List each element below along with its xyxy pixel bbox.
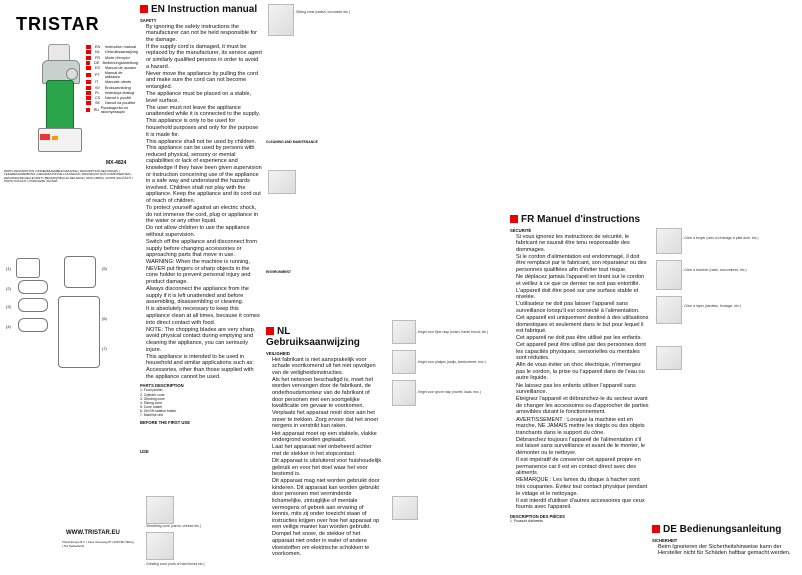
fr-grinding-photo	[656, 228, 682, 254]
fr-parts-heading: DESCRIPTION DES PIÈCES	[510, 513, 565, 519]
en-part-item: 3. Grinding cone	[140, 396, 165, 401]
language-item	[86, 71, 138, 79]
nl-shredding-photo	[392, 380, 416, 406]
fr-grinding-caption: - Cône à broyer (noix ou fromage à pâte dure, etc.)	[682, 236, 759, 240]
en-safety-item: • WARNING: When the machine is running, NEVER put fingers or sharp objects in the cone holder to prevent personal injury and product damage.	[146, 259, 262, 285]
fr-safety-heading: SÉCURITÉ	[510, 228, 532, 233]
language-marker	[86, 91, 91, 95]
fr-safety-item: • Il est interdit d'utiliser d'autres accessoires que ceux fournis avec l'appareil.	[516, 498, 650, 511]
language-item	[86, 96, 138, 100]
nl-safety-item: • Dit apparaat mag niet worden gebruikt door kinderen. Dit apparaat kan worden gebruikt door personen met verminderde lichamelijke, zintuiglijke of mentale vermogens of gebrek aan ervaring of kennis, mits zij onder toezicht staan of instructies krijgen over hoe het apparaat op een veilige manier kan worden gebruikt.	[272, 478, 382, 531]
de-title: DE Bedienungsanleitung	[652, 524, 798, 535]
slicing-caption: - Slicing cone (radish, cucumber etc.)	[294, 10, 350, 14]
en-safety-item: • Switch off the appliance and disconnect from supply before changing accessories or approaching parts that move in use.	[146, 239, 262, 259]
fr-safety-item: • Il est impératif de conserver cet appareil propre en permanence car il est en contact direct avec des aliments.	[516, 457, 650, 477]
language-item	[86, 66, 138, 70]
nl-slicing-photo	[392, 350, 416, 374]
en-before-heading: BEFORE THE FIRST USE	[140, 420, 191, 426]
fr-column	[510, 0, 650, 575]
en-shredding-caption: - Shredding cone (carrot, cheese etc.)	[144, 524, 201, 528]
language-marker	[86, 45, 91, 49]
language-item	[86, 50, 138, 54]
nl-safety-item: • Het fabrikant is niet aansprakelijk voor schade voortkomend uit het niet opvolgen van de veiligheidsinstructies.	[272, 357, 382, 377]
en-part-item: 6. On/Off rotation button	[140, 408, 177, 413]
language-item	[86, 106, 138, 114]
fr-safety-item: • Éteignez l'appareil et débranchez-le du secteur avant de changer les accessoires ou d'approcher de parties amovibles durant le fonctionnement.	[516, 396, 650, 416]
language-name: Bruksanvisning	[105, 85, 131, 90]
language-item	[86, 91, 138, 95]
en-env-heading: ENVIRONMENT	[266, 270, 292, 274]
language-code: SV	[95, 85, 101, 90]
language-item	[86, 101, 138, 105]
language-code: ES	[95, 65, 101, 70]
language-name: Manual de usuario	[105, 65, 137, 70]
footer-address: Tristar Europe B.V. | Jules Verneweg 87 | 5015 BH Tilburg | The Netherlands	[62, 540, 134, 549]
language-code: NL	[95, 50, 100, 55]
nl-title: NL Gebruiksaanwijzing	[266, 326, 360, 348]
en-part-item: 4. Slicing cone	[140, 400, 163, 405]
product-image	[38, 44, 82, 154]
fr-title: FR Manuel d'instructions	[510, 214, 650, 225]
language-marker	[86, 86, 91, 90]
en-grinding-caption: - Grinding cone (nuts or hard bread etc.)	[144, 562, 205, 566]
language-code: FR	[95, 55, 101, 60]
language-marker	[86, 66, 91, 70]
en-safety-item: • To protect yourself against an electric shock, do not immerse the cord, plug or appliance in the water or any other liquid.	[146, 205, 262, 225]
nl-safety-item: • Het apparaat moet op een stabiele, vlakke ondergrond worden geplaatst.	[272, 431, 382, 444]
de-section	[652, 520, 798, 557]
language-name: Gebruiksaanwijzing	[105, 50, 138, 55]
language-name: Manual de utilizador	[104, 71, 123, 80]
language-list	[86, 44, 138, 115]
language-code: DE	[94, 60, 100, 65]
language-name: Bedienungsanleitung	[102, 60, 138, 65]
en-use-heading: USE	[140, 449, 149, 455]
language-marker	[86, 108, 90, 112]
en-nl-column	[264, 0, 384, 575]
de-safety-item: • Beim Ignorieren der Sicherheitshinweise kann der Hersteller nicht für Schäden haftbar gemacht werden.	[658, 544, 798, 557]
language-marker	[86, 80, 91, 84]
fr-slicing-caption: - Cône à râper (carottes, fromage, etc.)	[682, 304, 741, 308]
language-code: CS	[95, 95, 101, 100]
nl-safety-item: • Dit apparaat is uitsluitend voor huishoudelijk gebruik en voor het doel waar het voor bestemd is.	[272, 458, 382, 478]
language-item	[86, 80, 138, 84]
nl-column	[386, 0, 508, 575]
language-code: RU	[93, 108, 100, 113]
language-marker	[86, 50, 91, 54]
model-number: MX-4824	[106, 160, 127, 166]
en-safety-item: • By ignoring the safety instructions the manufacturer can not be held responsible for the damage.	[146, 24, 262, 44]
en-safety-item: • Always disconnect the appliance from the supply if it is left unattended and before assembling, disassembling or cleaning.	[146, 286, 262, 306]
en-safety-item: • If the supply cord is damaged, it must be replaced by the manufacturer, its service agent or similarly qualified persons in order to avoid a hazard.	[146, 44, 262, 70]
nl-slicing-caption: - Kegel voor plakjes (radijs, komkommer, enz.)	[416, 360, 486, 364]
en-column	[140, 0, 262, 575]
language-name: Mode d'emploi	[105, 55, 130, 60]
fr-cleaning-photo	[656, 346, 682, 370]
en-safety-item: • This appliance is intended to be used in household and similar applications such as:	[146, 354, 262, 367]
nl-safety-item: • Laat het apparaat niet onbeheerd achter met de stekker in het stopcontact.	[272, 444, 382, 457]
en-part-item: 1. Food pusher	[140, 388, 163, 393]
nl-cleaning-photo	[392, 496, 418, 520]
fr-safety-item: • Si vous ignorez les instructions de sécurité, le fabricant ne saurait être tenu responsable des dommages.	[516, 234, 650, 254]
en-safety-item: • NOTE: The chopping blades are very sharp, avoid physical contact during emptying and cleaning the appliance, you can seriously injure.	[146, 327, 262, 353]
fr-safety-item: • Afin de vous éviter un choc électrique, n'immergez pas le cordon, la prise ou l'appareil dans de l'eau ou autre liquide.	[516, 362, 650, 382]
language-name: Instrukcja obsługi	[105, 90, 135, 95]
brand-logo: TRISTAR	[16, 14, 100, 34]
fr-slicing-photo	[656, 296, 682, 324]
language-item	[86, 45, 138, 49]
en-safety-item: • It is absolutely necessary to keep this appliance clean at all times, because it comes into direct contact with food.	[146, 306, 262, 326]
nl-grinding-caption: - Kegel voor fijne rasp (noten, harde brood, etc.)	[416, 330, 489, 334]
language-item	[86, 61, 138, 65]
fr-parts-first: 1. Poussoir d'aliments	[510, 518, 544, 523]
language-code: IT	[95, 80, 99, 85]
language-marker	[86, 56, 91, 60]
de-safety-list	[652, 544, 798, 557]
fr-shredding-caption: - Cône à trancher (radis, concombres, etc.)	[682, 268, 747, 272]
language-name: Руководство по эксплуатации	[100, 106, 129, 115]
fr-safety-item: • Cet appareil ne doit pas être utilisé par les enfants. Cet appareil peut être utilisé par des personnes dont les capacités physiques, sensorielles ou mentales sont réduites.	[516, 335, 650, 361]
nl-safety-item: • Als het netsnoer beschadigd is, moet het worden vervangen door de fabrikant, de onderhoudsmonteur van de fabrikant of door personen met een soortgelijke kwalificatie om gevaar te voorkomen.	[272, 377, 382, 410]
language-item	[86, 56, 138, 60]
en-safety-item: • This appliance shall not be used by children. This appliance can be used by persons with reduced physical, sensory or mental capabilities or lack of experience and knowledge if they have been given supervision or instruction concerning use of the appliance in a safe way and understand the hazards involved. Children shall not play with the appliance. Keep the appliance and its cord out of reach of children.	[146, 139, 262, 205]
en-part-item: 7. Machine unit	[140, 413, 163, 418]
cleaning-photo	[268, 170, 296, 194]
en-grinding-photo	[146, 532, 174, 560]
en-safety-heading: SAFETY	[140, 18, 157, 23]
en-safety-item: • Never move the appliance by pulling the cord and make sure the cord can not become entangled.	[146, 71, 262, 91]
language-marker	[86, 61, 90, 65]
nl-section	[266, 322, 382, 558]
fr-safety-list	[510, 234, 650, 511]
language-item	[86, 86, 138, 90]
language-code: EN	[95, 45, 101, 50]
fr-safety-item: • L'utilisateur ne doit pas laisser l'appareil sans surveillance lorsqu'il est connecté à l'alimentation.	[516, 301, 650, 314]
language-marker	[86, 73, 91, 77]
fr-safety-item: • REMARQUE : Les lames du disque à hacher sont très coupantes. Évitez tout contact physique pendant le vidage et le nettoyage.	[516, 477, 650, 497]
fr-de-column	[652, 0, 800, 575]
en-safety-item: • The appliance must be placed on a stable, level surface.	[146, 91, 262, 104]
parts-diagram: (1) (2) (3) (4) (5) (6) (7)	[6, 186, 136, 386]
en-title: EN Instruction manual	[140, 4, 262, 15]
en-shredding-photo	[146, 496, 174, 524]
fr-safety-item: • Débranchez toujours l'appareil de l'alimentation s'il est laissé sans surveillance et avant de le monter, le démonter ou le nettoyer.	[516, 437, 650, 457]
nl-grinding-photo	[392, 320, 416, 344]
fr-safety-item: • L'appareil doit être posé sur une surface stable et nivelée.	[516, 288, 650, 301]
fr-safety-item: • Si le cordon d'alimentation est endommagé, il doit être remplacé par le fabricant, son réparateur ou des personnes qualifiées afin d'éviter tout risque.	[516, 254, 650, 274]
en-parts-list	[140, 388, 262, 417]
language-name: Návod na použitie	[105, 101, 136, 106]
fr-shredding-photo	[656, 260, 682, 290]
website: WWW.TRISTAR.EU	[66, 530, 120, 536]
language-marker	[86, 96, 91, 100]
language-code: PT	[94, 73, 100, 78]
en-parts-heading: PARTS DESCRIPTION	[140, 383, 184, 389]
en-safety-item: • Accessories, other than those supplied with the appliance cannot be used.	[146, 367, 262, 380]
language-marker	[86, 101, 91, 105]
language-name: Instruction manual	[105, 45, 137, 50]
fr-safety-item: • Ne laissez pas les enfants utiliser l'appareil sans surveillance.	[516, 383, 650, 396]
nl-safety-item: • Verplaats het apparaat nooit door aan het snoer te trekken. Zorg ervoor dat het snoer nergens in verstrikt kan raken.	[272, 410, 382, 430]
language-code: PL	[95, 90, 100, 95]
de-safety-heading: SICHERHEIT	[652, 538, 678, 543]
cover-column	[0, 0, 138, 575]
en-safety-item: • Do not allow children to use the appliance without supervision.	[146, 225, 262, 238]
nl-safety-list	[266, 357, 382, 558]
en-part-item: 2. Cylinder cone	[140, 392, 165, 397]
language-name: Manuale utente	[105, 80, 132, 85]
slicing-photo	[268, 4, 294, 36]
fr-safety-item: • Cet appareil est uniquement destiné à des utilisations domestiques et seulement dans le but pour lequel il est fabriqué.	[516, 315, 650, 335]
language-name: Návod k použití	[105, 95, 132, 100]
en-part-item: 5. Cone holder	[140, 404, 163, 409]
fr-safety-item: • Ne déplacez jamais l'appareil en tirant sur le cordon et veillez à ce que ce dernier ne soit pas entortillé.	[516, 274, 650, 287]
nl-safety-item: • Dompel het snoer, de stekker of het apparaat niet onder in water of andere vloeistoffen om elektrische schokken te voorkomen.	[272, 531, 382, 557]
en-safety-item: • The user must not leave the appliance unattended while it is connected to the supply.	[146, 105, 262, 118]
en-safety-list	[140, 24, 262, 381]
multilingual-parts-note: PARTS DESCRIPTION | ONDERDELENBESCHRIJVING | DESCRIPTION DES PIÈCES | TEILEBESCHREIBUNG | DESCRIPCIÓN DE LAS PIEZAS | DESCRIÇÃO DOS COMPONENTES | DESCRIZIONE DELLE PARTI | BESKRIVNING AV DELARNA | OPIS CZĘŚCI | POPIS SOUČÁSTÍ | POPIS SÚČASTÍ | ОПИСАНИЕ ЧАСТЕЙ	[4, 169, 133, 184]
nl-safety-heading: VEILIGHEID	[266, 351, 290, 356]
en-safety-item: • This appliance is only to be used for household purposes and only for the purpose it is made for.	[146, 118, 262, 138]
language-code: SK	[95, 101, 101, 106]
fr-safety-item: • AVERTISSEMENT : Lorsque la machine est en marche, NE JAMAIS mettre les doigts ou des objets tranchants dans le support du cône.	[516, 417, 650, 437]
en-cleaning-heading: CLEANING AND MAINTENANCE	[266, 140, 318, 144]
nl-shredding-caption: - Kegel voor grove rasp (wortel, kaas, enz.)	[416, 390, 481, 394]
